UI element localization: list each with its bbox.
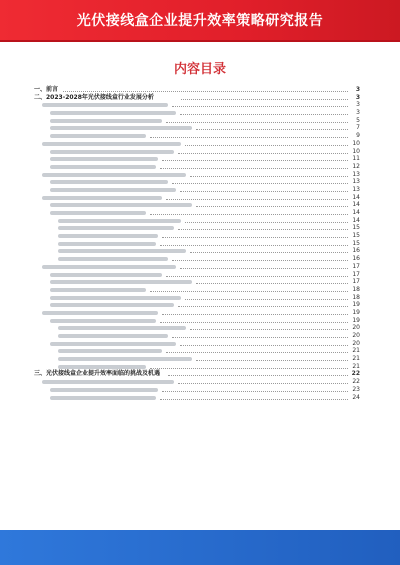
toc-entry-text-placeholder bbox=[50, 319, 156, 323]
toc-dot-leader bbox=[196, 206, 348, 207]
toc-entry-text-placeholder bbox=[50, 342, 176, 346]
toc-entry[interactable] bbox=[34, 309, 360, 317]
toc-dot-leader bbox=[178, 383, 348, 384]
toc-dot-leader bbox=[180, 345, 348, 346]
toc-page-number: 14 bbox=[352, 193, 360, 201]
toc-dot-leader bbox=[166, 352, 348, 353]
toc-entry[interactable] bbox=[34, 124, 360, 132]
toc-heading: 内容目录 bbox=[173, 62, 226, 77]
toc-entry[interactable] bbox=[34, 201, 360, 209]
toc-page-number: 15 bbox=[352, 239, 360, 247]
toc-dot-leader bbox=[63, 91, 348, 92]
toc-page-number: 10 bbox=[352, 147, 360, 155]
toc-page-number: 14 bbox=[352, 209, 360, 216]
toc-page-number: 19 bbox=[352, 301, 360, 309]
toc-entry[interactable] bbox=[34, 255, 360, 263]
toc-entry-text-placeholder bbox=[50, 203, 192, 207]
toc-entry[interactable] bbox=[34, 217, 360, 225]
toc-entry[interactable] bbox=[34, 271, 360, 279]
toc-entry-text-placeholder bbox=[50, 296, 181, 300]
toc-entry[interactable] bbox=[34, 171, 360, 179]
toc-dot-leader bbox=[160, 399, 348, 400]
toc-entry-text-placeholder bbox=[50, 273, 162, 277]
toc-page-number: 13 bbox=[352, 178, 360, 186]
toc-page-number: 21 bbox=[352, 347, 360, 355]
toc-entry[interactable] bbox=[34, 132, 360, 140]
toc-entry-text-placeholder bbox=[42, 380, 174, 384]
toc-dot-leader bbox=[196, 360, 348, 361]
toc-page-number: 3 bbox=[356, 101, 360, 109]
toc-dot-leader bbox=[172, 260, 348, 261]
toc-page-number: 20 bbox=[352, 324, 360, 332]
toc-entry[interactable] bbox=[34, 247, 360, 255]
toc-entry-text-placeholder bbox=[58, 349, 162, 353]
toc-entry[interactable] bbox=[34, 332, 360, 340]
toc-entry[interactable] bbox=[34, 240, 360, 248]
toc-dot-leader bbox=[178, 153, 348, 154]
toc-page-number: 15 bbox=[352, 232, 360, 240]
toc-dot-leader bbox=[185, 299, 348, 300]
toc-dot-leader bbox=[162, 237, 348, 238]
toc-entry[interactable] bbox=[34, 117, 360, 125]
toc-entry-text-placeholder bbox=[50, 280, 192, 284]
toc-entry-text: 三、光伏接线盒企业提升效率面临的挑战及机遇 bbox=[34, 370, 161, 378]
toc-page-number: 14 bbox=[352, 201, 360, 209]
toc-entry[interactable] bbox=[34, 370, 360, 378]
toc-dot-leader bbox=[166, 122, 348, 123]
toc-page-number: 5 bbox=[356, 116, 360, 124]
toc-entry-text-placeholder bbox=[42, 142, 181, 146]
toc-page-number: 16 bbox=[352, 247, 360, 255]
toc-page-number: 16 bbox=[352, 255, 360, 263]
toc-dot-leader bbox=[168, 375, 348, 376]
toc-page-number: 12 bbox=[352, 162, 360, 170]
toc-entry-text-placeholder bbox=[50, 211, 146, 215]
toc-entry-text-placeholder bbox=[50, 111, 176, 115]
toc-entry-text-placeholder bbox=[50, 157, 158, 161]
toc-entry-text-placeholder bbox=[58, 326, 186, 330]
toc-dot-leader bbox=[150, 291, 348, 292]
toc-dot-leader bbox=[178, 229, 348, 230]
toc-entry[interactable] bbox=[34, 186, 360, 194]
toc-page-number: 17 bbox=[352, 262, 360, 270]
toc-entry[interactable] bbox=[34, 394, 360, 402]
toc-page-number: 17 bbox=[352, 278, 360, 286]
toc-entry-text-placeholder bbox=[58, 242, 156, 246]
report-title: 光伏接线盒企业提升效率策略研究报告 bbox=[76, 13, 324, 29]
toc-page-number: 9 bbox=[356, 132, 360, 140]
toc-dot-leader bbox=[162, 391, 348, 392]
toc-page-number: 3 bbox=[355, 93, 360, 101]
toc-page-number: 22 bbox=[352, 378, 360, 386]
toc-entry-text: 一、前言 bbox=[34, 86, 59, 93]
toc-dot-leader bbox=[180, 191, 348, 192]
toc-page-number: 19 bbox=[352, 316, 360, 324]
toc-dot-leader bbox=[160, 168, 348, 169]
toc-entry[interactable] bbox=[34, 209, 360, 217]
toc-dot-leader bbox=[150, 214, 348, 215]
toc-entry-text-placeholder bbox=[42, 311, 158, 315]
toc-entry[interactable] bbox=[34, 178, 360, 186]
toc-entry-text-placeholder bbox=[58, 219, 181, 223]
report-footer-bar bbox=[0, 530, 400, 565]
report-header-bar bbox=[0, 0, 400, 42]
toc-page-number: 20 bbox=[352, 339, 360, 347]
toc-page-number: 23 bbox=[352, 385, 360, 393]
toc-entry[interactable] bbox=[34, 278, 360, 286]
toc-entry[interactable] bbox=[34, 94, 360, 102]
toc-entry[interactable] bbox=[34, 355, 360, 363]
toc-page-number: 11 bbox=[352, 155, 360, 163]
toc-entry[interactable] bbox=[34, 294, 360, 302]
toc-dot-leader bbox=[166, 199, 348, 200]
toc-entry[interactable] bbox=[34, 163, 360, 171]
toc-dot-leader bbox=[196, 283, 348, 284]
toc-entry[interactable] bbox=[34, 340, 360, 348]
toc-dot-leader bbox=[172, 106, 348, 107]
toc-entry-text-placeholder bbox=[42, 196, 162, 200]
toc-page-number: 17 bbox=[352, 270, 360, 278]
toc-page-number: 21 bbox=[352, 355, 360, 363]
toc-dot-leader bbox=[172, 183, 348, 184]
toc-entry[interactable] bbox=[34, 378, 360, 386]
toc-page-number: 18 bbox=[352, 285, 360, 293]
toc-entry-text-placeholder bbox=[58, 357, 192, 361]
toc-entry[interactable] bbox=[34, 301, 360, 309]
toc-entry[interactable] bbox=[34, 140, 360, 148]
toc-page-number: 18 bbox=[352, 293, 360, 301]
toc-entry-text-placeholder bbox=[50, 188, 176, 192]
toc-entry-text-placeholder bbox=[50, 396, 156, 400]
toc-page-number: 21 bbox=[352, 362, 360, 370]
toc-dot-leader bbox=[190, 329, 348, 330]
toc-dot-leader bbox=[190, 176, 348, 177]
toc-entry[interactable] bbox=[34, 194, 360, 202]
toc-entry-text-placeholder bbox=[50, 119, 162, 123]
table-of-contents bbox=[34, 86, 360, 507]
toc-entry[interactable] bbox=[34, 101, 360, 109]
toc-dot-leader bbox=[162, 160, 348, 161]
toc-entry-text-placeholder bbox=[58, 226, 174, 230]
toc-dot-leader bbox=[166, 276, 348, 277]
toc-entry-text-placeholder bbox=[50, 388, 158, 392]
toc-dot-leader bbox=[178, 306, 348, 307]
toc-dot-leader bbox=[160, 322, 348, 323]
toc-entry[interactable] bbox=[34, 224, 360, 232]
toc-page-number: 19 bbox=[352, 308, 360, 316]
toc-entry-text-placeholder bbox=[58, 257, 168, 261]
toc-entry[interactable] bbox=[34, 317, 360, 325]
toc-page-number: 10 bbox=[352, 139, 360, 147]
toc-page-number: 24 bbox=[352, 393, 360, 401]
toc-page-number: 13 bbox=[352, 185, 360, 193]
toc-entry-text-placeholder bbox=[50, 303, 174, 307]
toc-entry-text-placeholder bbox=[58, 249, 186, 253]
toc-entry-text: 二、2023-2028年光伏接线盒行业发展分析 bbox=[34, 93, 154, 101]
toc-entry[interactable] bbox=[34, 148, 360, 156]
toc-dot-leader bbox=[180, 268, 348, 269]
toc-entry[interactable] bbox=[34, 109, 360, 117]
toc-page-number: 13 bbox=[352, 170, 360, 178]
toc-page-number: 14 bbox=[352, 216, 360, 224]
toc-entry-text-placeholder bbox=[58, 334, 168, 338]
toc-dot-leader bbox=[196, 129, 348, 130]
toc-page-number: 22 bbox=[351, 370, 360, 378]
toc-entry[interactable] bbox=[34, 286, 360, 294]
toc-entry[interactable] bbox=[34, 232, 360, 240]
toc-entry-text-placeholder bbox=[50, 165, 156, 169]
toc-page-number: 15 bbox=[352, 224, 360, 232]
toc-page-number: 20 bbox=[352, 332, 360, 339]
toc-dot-leader bbox=[162, 314, 348, 315]
toc-entry-text-placeholder bbox=[42, 103, 168, 107]
toc-entry-text-placeholder bbox=[58, 365, 146, 369]
toc-dot-leader bbox=[160, 245, 348, 246]
toc-entry-text-placeholder bbox=[50, 126, 192, 130]
toc-entry-text-placeholder bbox=[50, 288, 146, 292]
toc-dot-leader bbox=[150, 368, 348, 369]
toc-entry-text-placeholder bbox=[58, 234, 158, 238]
toc-entry-text-placeholder bbox=[42, 173, 186, 177]
toc-page-number: 7 bbox=[356, 124, 360, 132]
toc-dot-leader bbox=[180, 114, 348, 115]
toc-entry[interactable] bbox=[34, 155, 360, 163]
toc-page-number: 3 bbox=[355, 86, 360, 93]
toc-dot-leader bbox=[185, 145, 348, 146]
toc-entry-text-placeholder bbox=[50, 150, 174, 154]
toc-entry-text-placeholder bbox=[42, 265, 176, 269]
toc-dot-leader bbox=[185, 222, 348, 223]
toc-dot-leader bbox=[150, 137, 348, 138]
toc-entry[interactable] bbox=[34, 347, 360, 355]
toc-entry-text-placeholder bbox=[50, 134, 146, 138]
toc-dot-leader bbox=[181, 99, 348, 100]
toc-entry[interactable] bbox=[34, 324, 360, 332]
toc-dot-leader bbox=[190, 252, 348, 253]
toc-entry[interactable] bbox=[34, 86, 360, 94]
toc-entry-text-placeholder bbox=[50, 180, 168, 184]
toc-entry[interactable] bbox=[34, 263, 360, 271]
toc-page-number: 3 bbox=[356, 109, 360, 117]
toc-dot-leader bbox=[172, 337, 348, 338]
toc-entry[interactable] bbox=[34, 386, 360, 394]
